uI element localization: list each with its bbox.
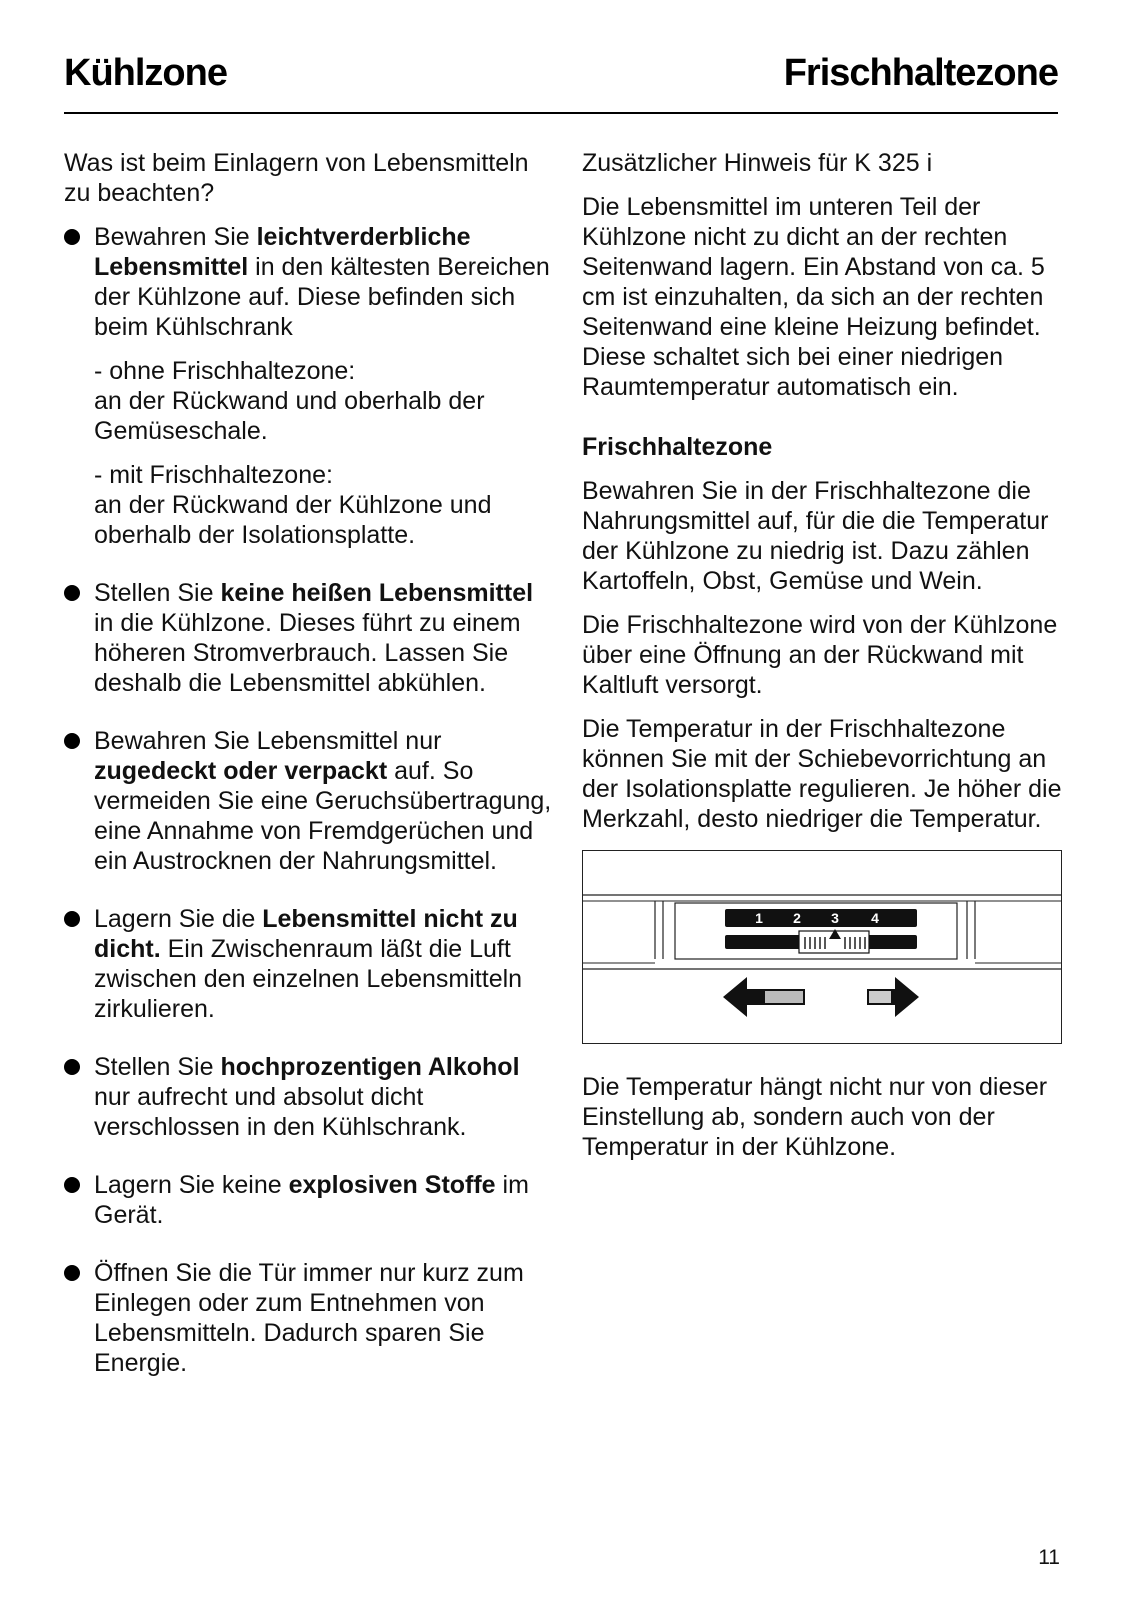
bullet-text: Bewahren Sie leichtverderbliche Lebensmittel in den kältesten Bereichen der Kühlzone auf. Diese befinden sich beim Kühlschrank [94, 223, 550, 341]
bullet-icon [64, 1265, 80, 1281]
scale-number-2: 2 [793, 910, 801, 926]
bullet-item-2 [64, 578, 554, 698]
paragraph-2: Die Frischhaltezone wird von der Kühlzone über eine Öffnung an der Rückwand mit Kaltluft versorgt. [582, 611, 1058, 699]
bullet-item-4 [64, 904, 554, 1024]
header-rule [64, 112, 1058, 114]
arrow-right-icon [867, 977, 919, 1017]
page-title-right: Frischhaltezone [783, 52, 1058, 94]
page-title-left: Kühlzone [64, 52, 227, 94]
bullet-item-7 [64, 1258, 554, 1378]
sub-item-without: - ohne Frischhaltezone: an der Rückwand und oberhalb der Gemüseschale. [94, 357, 485, 445]
slider-diagram [582, 850, 1062, 1044]
bullet-icon [64, 1059, 80, 1075]
intro-question: Was ist beim Einlagern von Lebensmitteln zu beachten? [64, 149, 529, 207]
bullet-item-5 [64, 1052, 554, 1142]
bullet-icon [64, 911, 80, 927]
scale-bar [725, 909, 917, 927]
bullet-text: Lagern Sie keine explosiven Stoffe im Gerät. [94, 1171, 529, 1229]
scale-number-3: 3 [831, 910, 839, 926]
scale-number-4: 4 [871, 910, 879, 926]
bullet-text: Öffnen Sie die Tür immer nur kurz zum Einlegen oder zum Entnehmen von Lebensmitteln. Dadurch sparen Sie Energie. [94, 1259, 524, 1377]
scale-number-1: 1 [755, 910, 763, 926]
bullet-item-1 [64, 222, 554, 550]
right-column [582, 148, 1064, 1176]
bullet-icon [64, 733, 80, 749]
section-heading: Frischhaltezone [582, 433, 773, 461]
bullet-icon [64, 229, 80, 245]
note-heading: Zusätzlicher Hinweis für K 325 i [582, 149, 933, 177]
arrow-left-icon [723, 977, 805, 1017]
bullet-icon [64, 585, 80, 601]
note-text: Die Lebensmittel im unteren Teil der Kühlzone nicht zu dicht an der rechten Seitenwand lagern. Ein Abstand von ca. 5 cm ist einzuhalten, da sich an der rechten Seitenwand eine kleine Heizung befindet. Diese schaltet sich bei einer niedrigen Raumtemperatur automatisch ein. [582, 193, 1045, 401]
left-column [64, 148, 554, 1406]
bullet-text: Stellen Sie keine heißen Lebensmittel in die Kühlzone. Dieses führt zu einem höheren Stromverbrauch. Lassen Sie deshalb die Lebensmittel abkühlen. [94, 579, 534, 697]
bullet-text: Stellen Sie hochprozentigen Alkohol nur aufrecht und absolut dicht verschlossen in den Kühlschrank. [94, 1053, 520, 1141]
paragraph-4: Die Temperatur hängt nicht nur von dieser Einstellung ab, sondern auch von der Temperatur in der Kühlzone. [582, 1073, 1048, 1161]
page-number: 11 [1038, 1546, 1060, 1569]
paragraph-3: Die Temperatur in der Frischhaltezone können Sie mit der Schiebevorrichtung an der Isolationsplatte regulieren. Je höher die Merkzahl, desto niedriger die Temperatur. [582, 715, 1062, 833]
bullet-text: Bewahren Sie Lebensmittel nur zugedeckt oder verpackt auf. So vermeiden Sie eine Geruchsübertragung, eine Annahme von Fremdgerüchen und ein Austrocknen der Nahrungsmittel. [94, 727, 552, 875]
paragraph-1: Bewahren Sie in der Frischhaltezone die Nahrungsmittel auf, für die die Temperatur der Kühlzone zu niedrig ist. Dazu zählen Kartoffeln, Obst, Gemüse und Wein. [582, 477, 1049, 595]
bullet-item-3 [64, 726, 554, 876]
bullet-icon [64, 1177, 80, 1193]
sub-item-with: - mit Frischhaltezone: an der Rückwand der Kühlzone und oberhalb der Isolationsplatte. [94, 461, 492, 549]
bullet-item-6 [64, 1170, 554, 1230]
bullet-text: Lagern Sie die Lebensmittel nicht zu dicht. Ein Zwischenraum läßt die Luft zwischen den einzelnen Lebensmitteln zirkulieren. [94, 905, 523, 1023]
slider-diagram-drawing [583, 851, 1061, 1043]
